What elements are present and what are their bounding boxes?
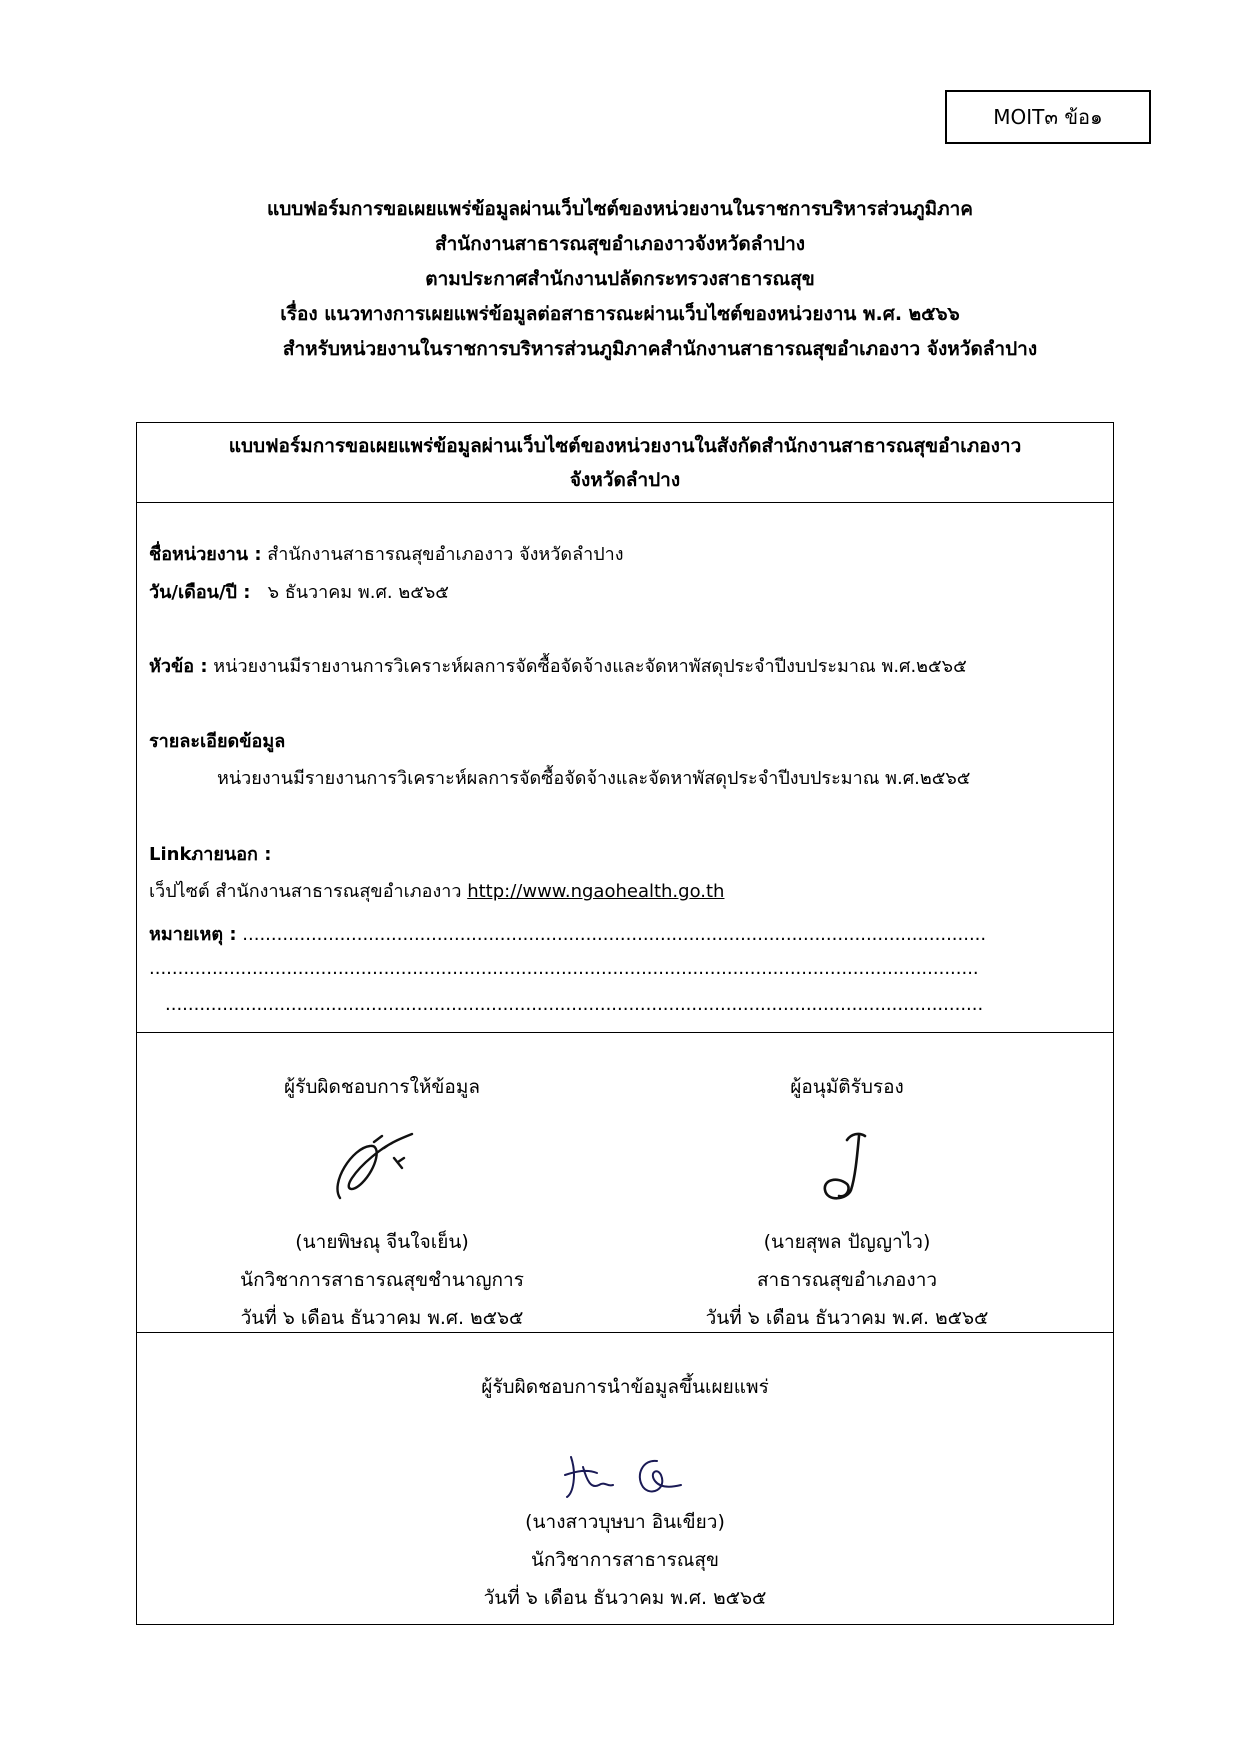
website-link[interactable]: http://www.ngaohealth.go.th xyxy=(467,881,725,902)
unit-row xyxy=(149,541,624,569)
topic-row xyxy=(149,653,967,681)
publisher-position: นักวิชาการสาธารณสุข xyxy=(530,1549,720,1571)
publisher-role: ผู้รับผิดชอบการนำข้อมูลขึ้นเผยแพร่ xyxy=(481,1376,769,1398)
publisher-name: (นางสาวบุษบา อินเขียว) xyxy=(525,1511,725,1533)
approver-date: วันที่ ๖ เดือน ธันวาคม พ.ศ. ๒๕๖๕ xyxy=(705,1307,989,1329)
note-dots-1: .................................................................................................................................. xyxy=(242,924,987,945)
provider-signature-icon xyxy=(322,1128,432,1208)
approver-role: ผู้อนุมัติรับรอง xyxy=(790,1076,904,1098)
detail-value: หน่วยงานมีรายงานการวิเคราะห์ผลการจัดซื้อจัดจ้างและจัดหาพัสดุประจำปีงบประมาณ พ.ศ.๒๕๖๕ xyxy=(217,768,971,789)
provider-name: (นายพิษณุ จีนใจเย็น) xyxy=(295,1231,469,1253)
publisher-section xyxy=(137,1333,1113,1623)
publisher-signature-icon xyxy=(557,1445,707,1505)
document-header xyxy=(0,192,1240,367)
date-row xyxy=(149,579,449,607)
provider-date: วันที่ ๖ เดือน ธันวาคม พ.ศ. ๒๕๖๕ xyxy=(240,1307,524,1329)
topic-label: หัวข้อ : xyxy=(149,656,208,677)
form-frame xyxy=(136,422,1114,1625)
approver-position: สาธารณสุขอำเภองาว xyxy=(756,1269,938,1291)
link-label: Linkภายนอก : xyxy=(149,844,272,865)
topic-value: หน่วยงานมีรายงานการวิเคราะห์ผลการจัดซื้อจัดจ้างและจัดหาพัสดุประจำปีงบประมาณ พ.ศ.๒๕๖๕ xyxy=(213,656,967,677)
note-dots-3: ............................................................................................................................................... xyxy=(165,994,984,1015)
approver-signature-icon xyxy=(807,1128,887,1208)
document-code: MOIT๓ ข้อ๑ xyxy=(993,105,1103,129)
publisher-details xyxy=(137,1503,1113,1617)
detail-label: รายละเอียดข้อมูล xyxy=(149,731,286,752)
provider-position: นักวิชาการสาธารณสุขชำนาญการ xyxy=(240,1269,524,1291)
provider-role: ผู้รับผิดชอบการให้ข้อมูล xyxy=(284,1076,480,1098)
date-value: ๖ ธันวาคม พ.ศ. ๒๕๖๕ xyxy=(267,582,449,603)
document-code-badge xyxy=(945,90,1151,144)
form-body xyxy=(137,503,1113,1033)
unit-label: ชื่อหน่วยงาน : xyxy=(149,544,262,565)
form-title-line-2: จังหวัดลำปาง xyxy=(569,469,681,491)
approver-name: (นายสุพล ปัญญาไว) xyxy=(763,1231,931,1253)
form-title xyxy=(137,423,1113,503)
form-title-line-1: แบบฟอร์มการขอเผยแพร่ข้อมูลผ่านเว็บไซต์ของหน่วยงานในสังกัดสำนักงานสาธารณสุขอำเภองาว xyxy=(228,435,1022,457)
signature-section xyxy=(137,1033,1113,1333)
note-row xyxy=(149,921,986,949)
header-line-3: ตามประกาศสำนักงานปลัดกระทรวงสาธารณสุข xyxy=(425,268,815,290)
approver-details xyxy=(662,1223,1032,1337)
link-prefix: เว็ปไซต์ สำนักงานสาธารณสุขอำเภองาว xyxy=(149,881,462,902)
date-label: วัน/เดือน/ปี : xyxy=(149,582,251,603)
header-line-5: สำหรับหน่วยงานในราชการบริหารส่วนภูมิภาคสำนักงานสาธารณสุขอำเภองาว จังหวัดลำปาง xyxy=(282,338,1038,360)
note-label: หมายเหตุ : xyxy=(149,924,237,945)
link-row xyxy=(149,878,724,906)
provider-details xyxy=(197,1223,567,1337)
unit-value: สำนักงานสาธารณสุขอำเภองาว จังหวัดลำปาง xyxy=(267,544,624,565)
header-line-2: สำนักงานสาธารณสุขอำเภองาวจังหวัดลำปาง xyxy=(434,233,806,255)
header-line-4: เรื่อง แนวทางการเผยแพร่ข้อมูลต่อสาธารณะผ่านเว็บไซต์ของหน่วยงาน พ.ศ. ๒๕๖๖ xyxy=(280,303,960,325)
publisher-date: วันที่ ๖ เดือน ธันวาคม พ.ศ. ๒๕๖๕ xyxy=(483,1587,767,1609)
note-dots-2: ................................................................................................................................................. xyxy=(149,958,979,979)
header-line-1: แบบฟอร์มการขอเผยแพร่ข้อมูลผ่านเว็บไซต์ของหน่วยงานในราชการบริหารส่วนภูมิภาค xyxy=(266,198,974,220)
